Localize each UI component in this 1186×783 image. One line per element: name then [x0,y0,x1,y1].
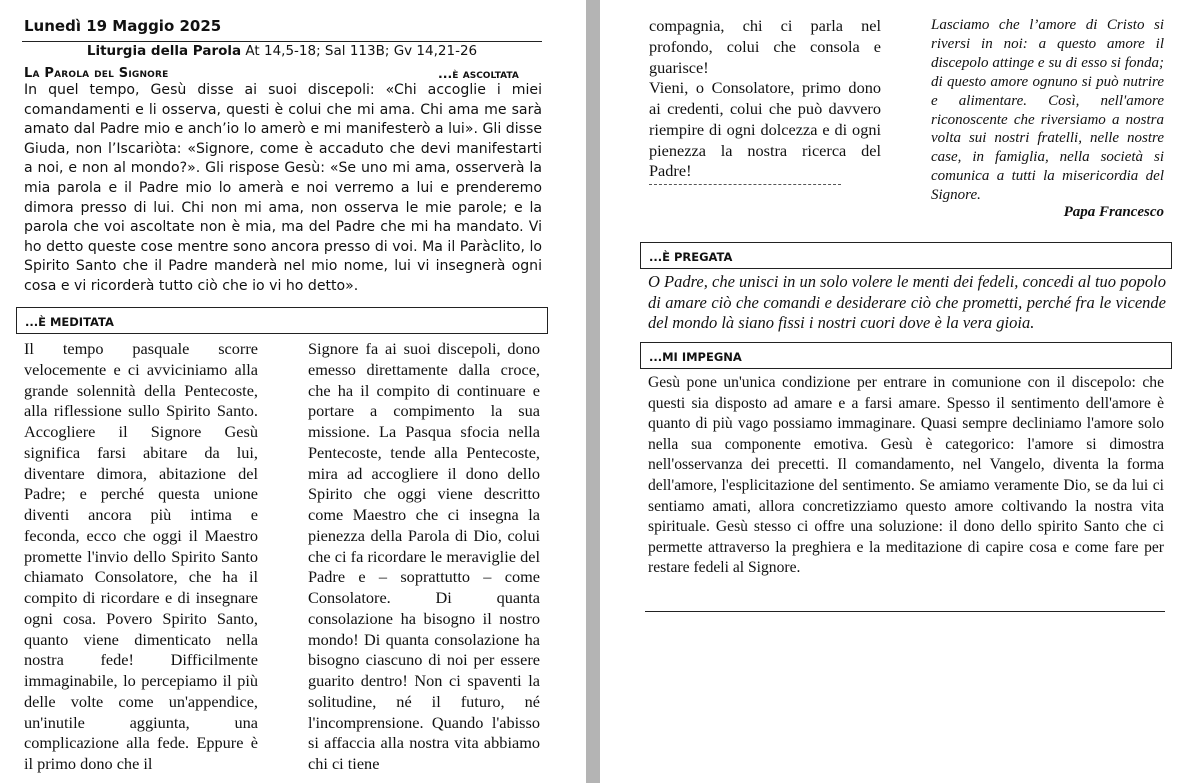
quote-text: Lasciamo che l’amore di Cristo si riversi in noi: a questo amore il discepolo attinge e su di esso si fonda; di questo amore ognuno si può nutrire e alimentare. Così, nell'amore riconoscente che riversiamo a nostra volta sui nostri fratelli, nelle nostre case, in famiglia, nella società si comunica a tutti la misericordia del Signore. [931,17,1164,204]
prayer-text: O Padre, che unisci in un solo volere le menti dei fedeli, concedi al tuo popolo di amare ciò che comandi e desiderare ciò che prometti, perché fra le vicende del mondo là siano fissi i nostri cuori dove è la vera gioia. [648,272,1166,333]
gospel-label: La Parola del Signore [24,66,169,81]
meditation-column-2: Signore fa ai suoi discepoli, dono emesso direttamente dalla croce, che ha il compito di continuare e portare a compimento la sua missione. La Pasqua sfocia nella Pentecoste, tende alla Pentecoste, mira ad accogliere il dono dello Spirito che oggi viene descritto come Maestro che ci insegna la pienezza della Parola di Dio, colui che ci fa ricordare le meraviglie del Padre e – soprattutto – come Consolatore. Di quanta consolazione ha bisogno il nostro mondo! Di quanta consolazione ha bisogno ciascuno di noi per essere guarito dentro! Non ci spaventi la solitudine, né il futuro, né l'incomprensione. Quando l'abisso si affaccia alla nostra vita abbiamo chi ci tiene [308,339,540,773]
left-page [0,0,586,783]
listened-label: ...è ascoltata [438,66,519,81]
gospel-text: In quel tempo, Gesù disse ai suoi discepoli: «Chi accoglie i miei comandamenti e li osserva, questi è colui che mi ama. Chi ama me sarà amato dal Padre mio e anch’io lo amerò e mi manifesterò a lui». Gli disse Giuda, non l’Iscariòta: «Signore, come è accaduto che devi manifestarti a noi, e non al mondo?». Gli rispose Gesù: «Se uno mi ama, osserverà la mia parola e il Padre mio lo amerà e noi verremo a lui e prenderemo dimora presso di lui. Chi non mi ama, non osserva le mie parole; e la parola che voi ascoltate non è mia, ma del Padre che mi ha mandato. Vi ho detto queste cose mentre sono ancora presso di voi. Ma il Paràclito, lo Spirito Santo che il Padre manderà nel mio nome, lui vi insegnerà ogni cosa e vi ricorderà tutto ciò che io vi ho detto». [24,82,542,294]
readings-reference: At 14,5-18; Sal 113B; Gv 14,21-26 [245,43,478,59]
commitment-text: Gesù pone un'unica condizione per entrare in comunione con il discepolo: che questi sia disposto ad amare e a farsi amare. Spesso il sentimento dell'amore è quanto di più vago possiamo immaginare. Quasi sempre decliniamo l'amore solo nella sua componente emotiva. Gesù è categorico: l'amore si dimostra nell'osservanza dei precetti. Il comandamento, nel Vangelo, diventa la forma dell'amore, l'esplicitazione del sentimento. Se amiamo veramente Dio, se da lui ci sentiamo amati, allora concretizziamo questo amore coltivando la nostra vita spirituale. Gesù stesso ci offre una soluzione: il dono dello spirito Santo che ci permette attraverso la preghiera e la meditazione di capire cosa e come fare per restare fedeli al Signore. [648,374,1164,577]
meditation-column-3-p2: Vieni, o Consolatore, primo dono ai credenti, colui che può davvero riempire di ogni dolcezza e di ogni pienezza la nostra ricerca del Padre! [649,78,881,181]
bottom-rule [645,611,1165,612]
header-rule [22,41,542,42]
liturgy-title: Liturgia della Parola [86,43,242,59]
meditation-column-1: Il tempo pasquale scorre velocemente e ci avviciniamo alla grande solennità della Pentecoste, alla riflessione sullo Spirito Santo. Accogliere il Signore Gesù significa farsi abitare da lui, diventare dimora, abitazione del Padre; e perché questa unione diventi ancora più intima e feconda, ecco che oggi il Maestro promette l'invio dello Spirito Santo chiamato Consolatore, che ha il compito di ricordare e di insegnare ogni cosa. Povero Spirito Santo, quanto viene dimenticato nella nostra fede! Difficilmente immaginabile, lo percepiamo il più delle volte come un'appendice, un'inutile aggiunta, una complicazione alla fede. Eppure è il primo dono che il [24,339,258,773]
prayed-heading: ...È PREGATA [649,250,733,264]
column-end-rule [649,184,841,185]
meditation-column-3-p1: compagnia, chi ci parla nel profondo, colui che consola e guarisce! [649,16,881,77]
quote-author: Papa Francesco [1063,204,1164,220]
right-page [600,0,1186,783]
meditation-column-3 [649,16,881,182]
commits-heading: ...MI IMPEGNA [649,350,742,364]
page-gutter [586,0,600,783]
date-header: Lunedì 19 Maggio 2025 [24,17,222,35]
meditated-heading-box [16,307,548,334]
meditated-heading: ...È MEDITATA [25,315,114,329]
liturgy-line [22,43,542,59]
prayed-heading-box [640,242,1172,269]
commits-heading-box [640,342,1172,369]
